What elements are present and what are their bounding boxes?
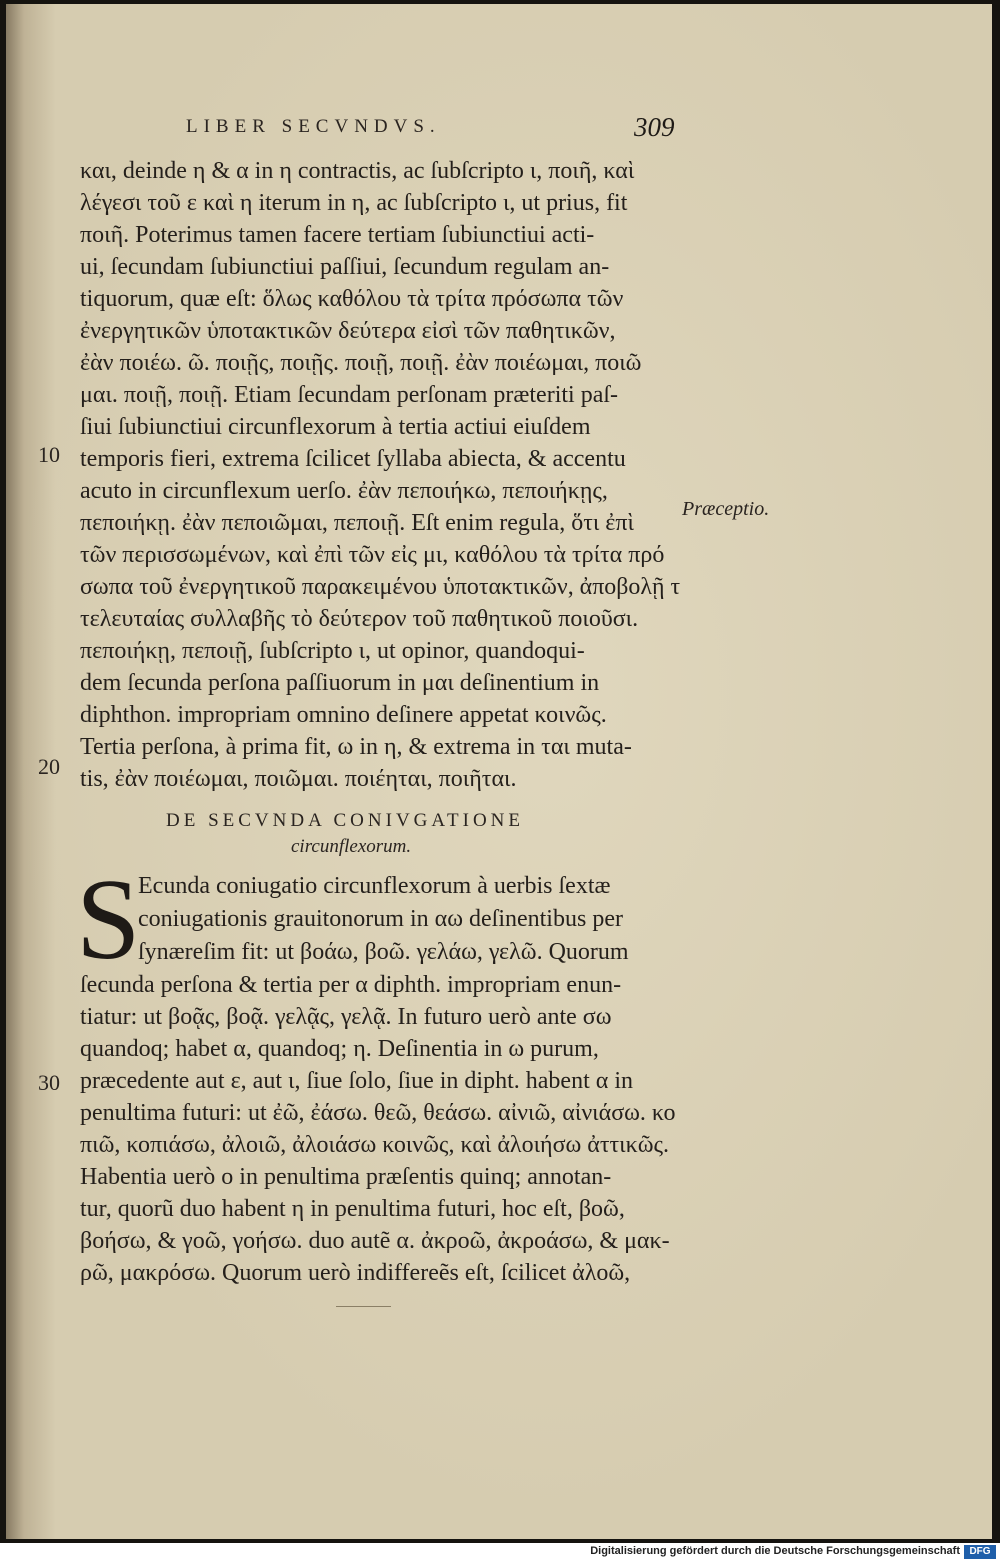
line-number: 30 <box>38 1070 60 1095</box>
page-number: 309 <box>634 112 675 142</box>
text-line: tis, ἐὰν ποιέωμαι, ποιῶμαι. ποιέηται, ποιῆται. <box>80 766 517 792</box>
funding-notice: Digitalisierung gefördert durch die Deutsche Forschungsgemeinschaft <box>590 1545 960 1557</box>
line-number: 10 <box>38 442 60 467</box>
text-line: λέγεσι τοῦ ε καὶ η iterum in η, ac ſubſcripto ι, ut prius, fit <box>80 190 628 216</box>
text-line: tiquorum, quæ eſt: ὅλως καθόλου τὰ τρίτα πρόσωπα τῶν <box>80 286 624 312</box>
text-line: temporis fieri, extrema ſcilicet ſyllaba abiecta, & accentu <box>80 446 626 472</box>
text-line: Ecunda coniugatio circunflexorum à uerbis ſextæ <box>138 873 611 899</box>
text-line: Habentia uerò ο in penultima præſentis quinq; annotan- <box>80 1164 612 1190</box>
section-title: DE SECVNDA CONIVGATIONE <box>166 810 524 831</box>
book-page <box>6 4 992 1539</box>
text-line: ſecunda perſona & tertia per α diphth. impropriam enun- <box>80 972 622 998</box>
text-line: ui, ſecundam ſubiunctiui paſſiui, ſecundum regulam an- <box>80 254 610 280</box>
text-line: ἐὰν ποιέω. ῶ. ποιῇς, ποιῇς. ποιῇ, ποιῇ. ἐὰν ποιέωμαι, ποιῶ <box>80 350 642 376</box>
footer-bar <box>0 1543 1000 1562</box>
text-line: quandoq; habet α, quandoq; η. Deſinentia in ω purum, <box>80 1036 599 1062</box>
text-line: σωπα τοῦ ἐνεργητικοῦ παρακειμένου ὑποτακτικῶν, ἀποβολῇ τ <box>80 574 681 600</box>
text-line: μαι. ποιῇ, ποιῇ. Etiam ſecundam perſonam præteriti paſ- <box>80 382 619 408</box>
section-subtitle: circunflexorum. <box>291 836 412 857</box>
drop-cap: S <box>76 856 141 984</box>
text-line: coniugationis grauitonorum in αω deſinentibus per <box>138 906 623 932</box>
text-line: Tertia perſona, à prima fit, ω in η, & extrema in ται muta- <box>80 734 632 760</box>
text-line: tiatur: ut βοᾷς, βοᾷ. γελᾷς, γελᾷ. In futuro uerò ante σω <box>80 1004 612 1030</box>
text-line: præcedente aut ε, aut ι, ſiue ſolo, ſiue in dipht. habent α in <box>80 1068 633 1094</box>
text-line: ρῶ, μακρόσω. Quorum uerò indiffereẽs eſt, ſcilicet ἀλοῶ, <box>80 1260 631 1286</box>
text-line: πιῶ, κοπιάσω, ἀλοιῶ, ἀλοιάσω κοινῶς, καὶ ἀλοιήσω ἀττικῶς. <box>80 1132 670 1158</box>
text-line: tur, quorũ duo habent η in penultima futuri, hoc eſt, βοῶ, <box>80 1196 625 1222</box>
running-head: LIBER SECVNDVS. <box>186 116 441 137</box>
ornament-rule <box>336 1306 391 1307</box>
text-line: acuto in circunflexum uerſo. ἐὰν πεποιήκω, πεποιήκῃς, <box>80 478 608 504</box>
text-line: ἐνεργητικῶν ὑποτακτικῶν δεύτερα εἰσὶ τῶν παθητικῶν, <box>80 318 616 344</box>
line-number: 20 <box>38 754 60 779</box>
text-line: πεποιήκῃ. ἐὰν πεποιῶμαι, πεποιῇ. Eſt enim regula, ὅτι ἐπὶ <box>80 510 634 536</box>
text-line: και, deinde η & α in η contractis, ac ſubſcripto ι, ποιῆ, καὶ <box>80 158 635 184</box>
text-line: τῶν περισσωμένων, καὶ ἐπὶ τῶν εἰς μι, καθόλου τὰ τρίτα πρό <box>80 542 665 568</box>
margin-note: Præceptio. <box>682 498 770 520</box>
text-line: βοήσω, & γοῶ, γοήσω. duo autẽ α. ἀκροῶ, ἀκροάσω, & μακ- <box>80 1228 670 1254</box>
text-line: penultima futuri: ut ἐῶ, ἐάσω. θεῶ, θεάσω. αἰνιῶ, αἰνιάσω. κο <box>80 1100 676 1126</box>
text-line: ſynæreſim fit: ut βοάω, βοῶ. γελάω, γελῶ. Quorum <box>138 939 629 965</box>
text-line: diphthon. impropriam omnino deſinere appetat κοινῶς. <box>80 702 607 728</box>
text-line: τελευταίας συλλαβῆς τὸ δεύτερον τοῦ παθητικοῦ ποιοῦσι. <box>80 606 639 632</box>
text-line: πεποιήκῃ, πεποιῇ, ſubſcripto ι, ut opinor, quandoqui- <box>80 638 585 664</box>
text-line: ſiui ſubiunctiui circunflexorum à tertia actiui eiuſdem <box>80 414 591 440</box>
text-line: ποιῆ. Poterimus tamen facere tertiam ſubiunctiui acti- <box>80 222 595 248</box>
text-line: dem ſecunda perſona paſſiuorum in μαι deſinentium in <box>80 670 600 696</box>
dfg-logo: DFG <box>964 1545 996 1559</box>
